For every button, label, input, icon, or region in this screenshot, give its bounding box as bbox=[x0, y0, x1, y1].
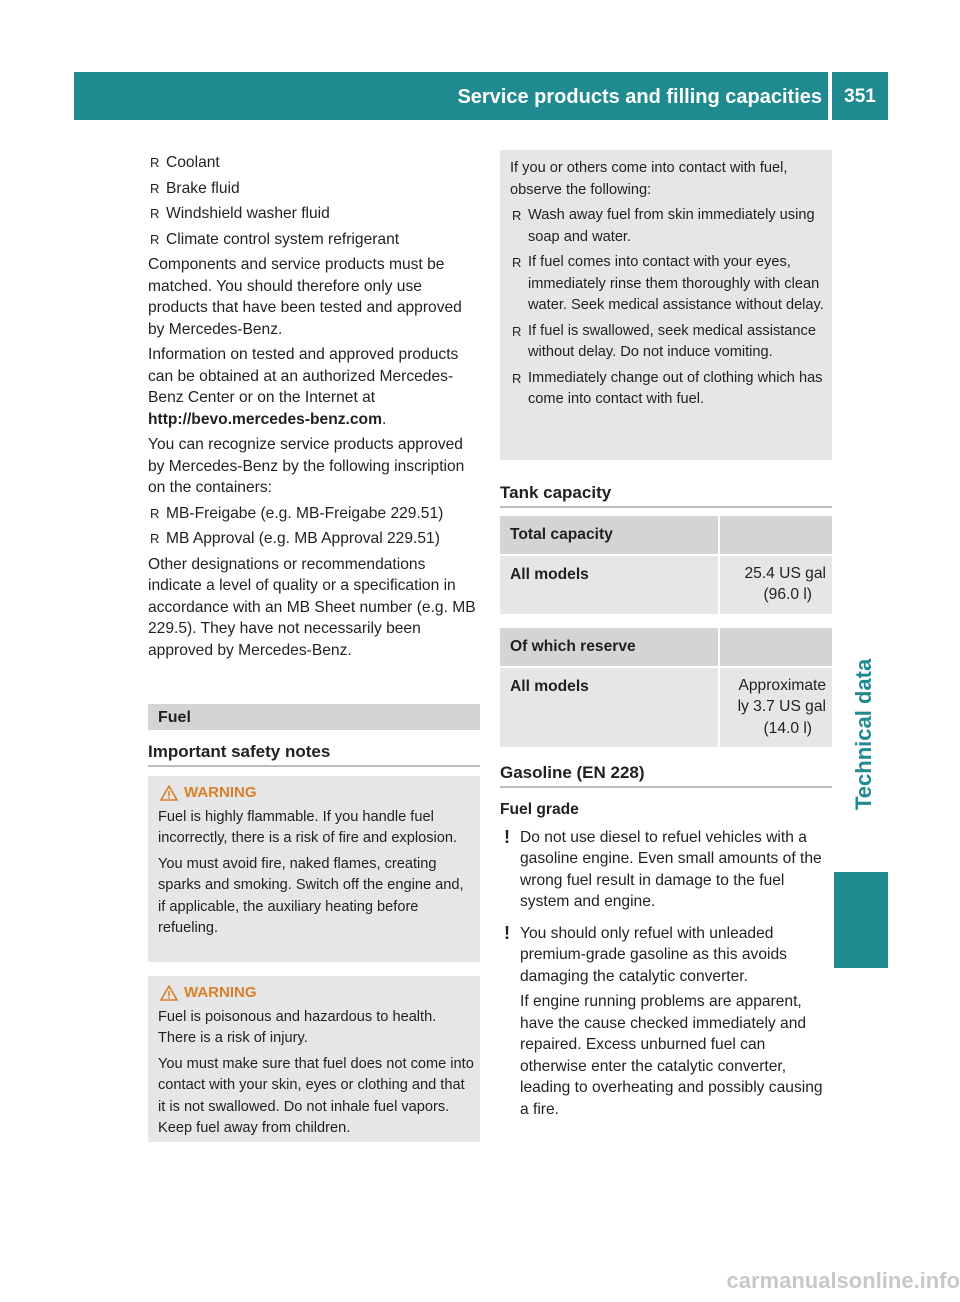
table-header: Of which reserve bbox=[500, 628, 718, 666]
fuel-contact-box bbox=[500, 150, 832, 460]
list-item: R Immediately change out of clothing which has come into contact with fuel. bbox=[512, 369, 823, 407]
warning-icon bbox=[160, 985, 178, 1001]
table-cell-value: 25.4 US gal (96.0 l) bbox=[720, 556, 832, 614]
fuel-grade-section bbox=[500, 799, 834, 1120]
table-header-row bbox=[500, 628, 832, 666]
list-item: R MB Approval (e.g. MB Approval 229.51) bbox=[150, 530, 440, 547]
table-header-empty bbox=[720, 628, 832, 666]
table-cell: All models bbox=[500, 556, 718, 614]
warning-text: Fuel is highly flammable. If you handle fuel incorrectly, there is a risk of fire and explosion. bbox=[158, 808, 458, 846]
note-continuation: If engine running problems are apparent, have the cause checked immediately and repaired. Excess unburned fuel can otherwise enter the catalytic converter, leading to overheating and possibly causing a fire. bbox=[520, 993, 823, 1118]
side-tab-marker bbox=[834, 872, 888, 968]
warning-text: You must avoid fire, naked flames, creating sparks and smoking. Switch off the engine and, if applicable, the auxiliary heating before refueling. bbox=[158, 855, 464, 936]
warning-title: WARNING bbox=[148, 982, 480, 1004]
side-tab-label-wrap bbox=[848, 480, 878, 810]
list-item: R If fuel is swallowed, seek medical assistance without delay. Do not induce vomiting. bbox=[512, 322, 816, 360]
warning-icon bbox=[160, 785, 178, 801]
warning-box bbox=[148, 776, 480, 962]
table-reserve bbox=[500, 628, 832, 747]
divider bbox=[500, 786, 832, 788]
paragraph: Components and service products must be matched. You should therefore only use products that have been tested and approved by Mercedes-Benz. bbox=[148, 256, 462, 338]
table-header-row bbox=[500, 516, 832, 554]
table-total-capacity bbox=[500, 516, 832, 614]
list-item: R Climate control system refrigerant bbox=[150, 230, 400, 248]
exclamation-icon: ! bbox=[504, 922, 510, 943]
table-header: Total capacity bbox=[500, 516, 718, 554]
exclamation-icon: ! bbox=[504, 826, 510, 847]
list-item: R Coolant bbox=[150, 154, 220, 171]
paragraph: You can recognize service products approved by Mercedes-Benz by the following inscription on the containers: bbox=[148, 436, 465, 496]
note-item: ! You should only refuel with unleaded premium-grade gasoline as this avoids damaging the catalytic converter. bbox=[504, 922, 787, 985]
divider bbox=[500, 506, 832, 508]
divider bbox=[148, 765, 480, 767]
side-tab-label: Technical data bbox=[851, 658, 876, 810]
subheading-safety-notes: Important safety notes bbox=[148, 742, 331, 761]
list-item: R If fuel comes into contact with your eyes, immediately rinse them thoroughly with clean water. Seek medical assistance without delay. bbox=[512, 254, 824, 313]
table-cell: All models bbox=[500, 668, 718, 748]
footer-watermark: carmanualsonline.info bbox=[726, 1268, 960, 1293]
paragraph: If you or others come into contact with fuel, observe the following: bbox=[510, 160, 788, 198]
table-row bbox=[500, 556, 832, 614]
left-column bbox=[148, 152, 482, 665]
list-item: R MB-Freigabe (e.g. MB-Freigabe 229.51) bbox=[150, 504, 444, 522]
subheading-gasoline: Gasoline (EN 228) bbox=[500, 763, 645, 782]
fuel-grade-heading: Fuel grade bbox=[500, 801, 579, 818]
warning-text: You must make sure that fuel does not come into contact with your skin, eyes or clothing and that it is not swallowed. Do not inhale fuel vapors. Keep fuel away from children. bbox=[158, 1055, 474, 1136]
link-bevo[interactable]: http://bevo.mercedes-benz.com bbox=[148, 410, 382, 428]
table-header-empty bbox=[720, 516, 832, 554]
table-row bbox=[500, 668, 832, 748]
note-item: ! Do not use diesel to refuel vehicles with a gasoline engine. Even small amounts of the wrong fuel result in damage to the fuel system and engine. bbox=[504, 826, 822, 910]
subheading-tank-capacity: Tank capacity bbox=[500, 483, 612, 502]
paragraph: Information on tested and approved products can be obtained at an authorized Mercedes-Benz Center or on the Internet at http://bevo.mercedes-benz.com. bbox=[148, 346, 459, 428]
paragraph: Other designations or recommendations indicate a level of quality or a specification in accordance with an MB Sheet number (e.g. MB 229.5). They have not necessarily been approved by Mercedes-Benz. bbox=[148, 555, 476, 659]
list-item: R Wash away fuel from skin immediately using soap and water. bbox=[512, 207, 815, 245]
list-item: R Windshield washer fluid bbox=[150, 205, 330, 222]
page-number: 351 bbox=[832, 72, 888, 120]
warning-text: Fuel is poisonous and hazardous to health. There is a risk of injury. bbox=[158, 1008, 437, 1046]
section-heading-fuel: Fuel bbox=[148, 704, 480, 730]
warning-box bbox=[148, 976, 480, 1142]
warning-title: WARNING bbox=[148, 782, 480, 804]
page-title: Service products and filling capacities bbox=[457, 86, 822, 108]
list-item: R Brake fluid bbox=[150, 179, 240, 197]
table-cell-value: Approximate ly 3.7 US gal (14.0 l) bbox=[720, 668, 832, 748]
